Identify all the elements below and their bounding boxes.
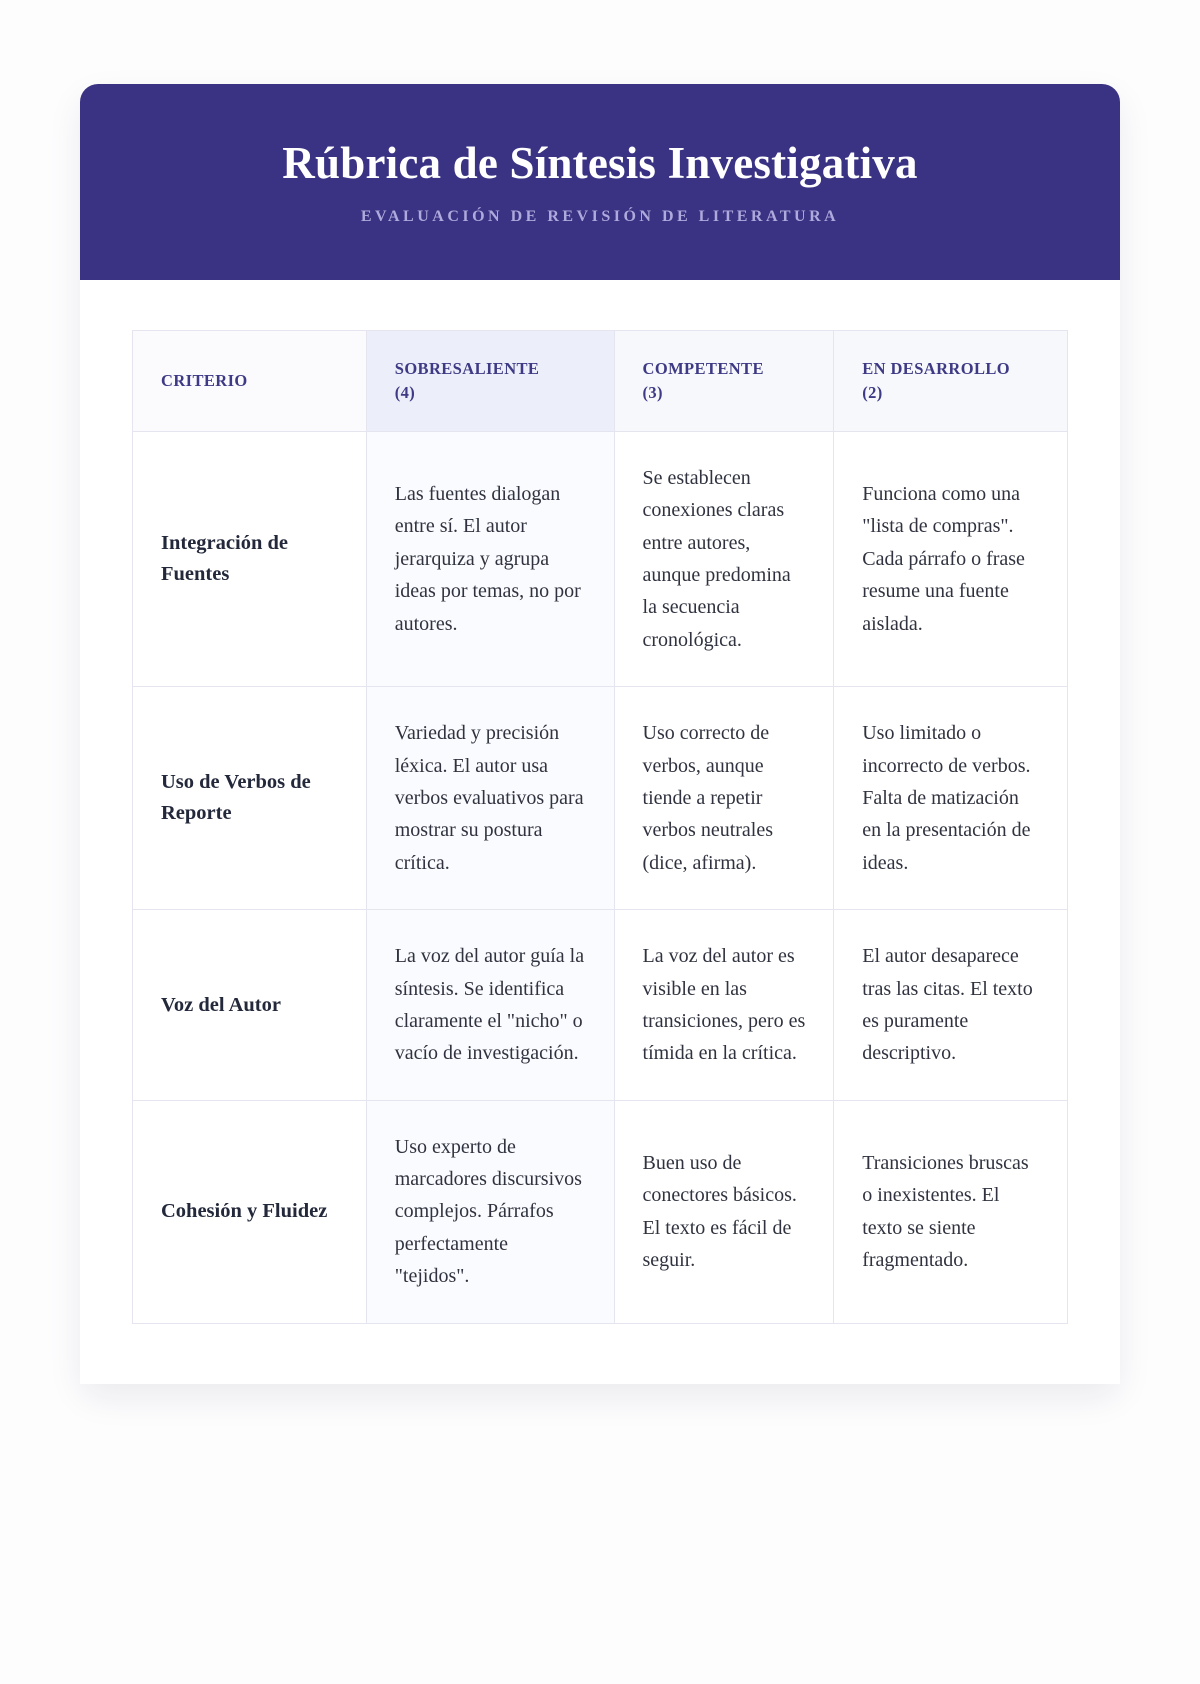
criterion-cell: Integración de Fuentes	[133, 431, 367, 686]
criterion-cell: Voz del Autor	[133, 910, 367, 1101]
table-row	[133, 431, 1068, 686]
column-header-criterio	[133, 331, 367, 432]
level-cell-sobresaliente: Variedad y precisión léxica. El autor usa verbos evaluativos para mostrar su postura crítica.	[366, 687, 614, 910]
level-cell-sobresaliente: Las fuentes dialogan entre sí. El autor jerarquiza y agrupa ideas por temas, no por autores.	[366, 431, 614, 686]
rubric-table	[132, 330, 1068, 1324]
level-cell-en-desarrollo: El autor desaparece tras las citas. El texto es puramente descriptivo.	[834, 910, 1068, 1101]
level-cell-en-desarrollo: Funciona como una "lista de compras". Cada párrafo o frase resume una fuente aislada.	[834, 431, 1068, 686]
page-subtitle: EVALUACIÓN DE REVISIÓN DE LITERATURA	[360, 208, 840, 225]
level-cell-competente: Se establecen conexiones claras entre autores, aunque predomina la secuencia cronológica.	[614, 431, 834, 686]
column-header-en-desarrollo	[834, 331, 1068, 432]
column-label: COMPETENTE	[642, 359, 764, 378]
rubric-header	[80, 84, 1120, 280]
level-cell-sobresaliente: Uso experto de marcadores discursivos complejos. Párrafos perfectamente "tejidos".	[366, 1100, 614, 1323]
criterion-cell: Uso de Verbos de Reporte	[133, 687, 367, 910]
table-row	[133, 910, 1068, 1101]
column-points: (2)	[862, 382, 883, 402]
level-cell-competente: La voz del autor es visible en las transiciones, pero es tímida en la crítica.	[614, 910, 834, 1101]
column-header-sobresaliente	[366, 331, 614, 432]
column-header-competente	[614, 331, 834, 432]
table-row	[133, 687, 1068, 910]
column-points: (3)	[642, 382, 663, 402]
header-row	[133, 331, 1068, 432]
level-cell-competente: Buen uso de conectores básicos. El texto es fácil de seguir.	[614, 1100, 834, 1323]
column-points: (4)	[394, 382, 416, 402]
page-title: Rúbrica de Síntesis Investigativa	[282, 138, 918, 188]
level-cell-en-desarrollo: Uso limitado o incorrecto de verbos. Falta de matización en la presentación de ideas.	[834, 687, 1068, 910]
rubric-card	[80, 84, 1120, 1384]
column-label: EN DESARROLLO	[862, 359, 1011, 378]
level-cell-competente: Uso correcto de verbos, aunque tiende a repetir verbos neutrales (dice, afirma).	[614, 687, 834, 910]
table-container	[80, 280, 1120, 1384]
column-label: SOBRESALIENTE	[394, 359, 540, 378]
column-label: CRITERIO	[161, 370, 248, 390]
level-cell-sobresaliente: La voz del autor guía la síntesis. Se identifica claramente el "nicho" o vacío de investigación.	[366, 910, 614, 1101]
level-cell-en-desarrollo: Transiciones bruscas o inexistentes. El texto se siente fragmentado.	[834, 1100, 1068, 1323]
table-row	[133, 1100, 1068, 1323]
criterion-cell: Cohesión y Fluidez	[133, 1100, 367, 1323]
